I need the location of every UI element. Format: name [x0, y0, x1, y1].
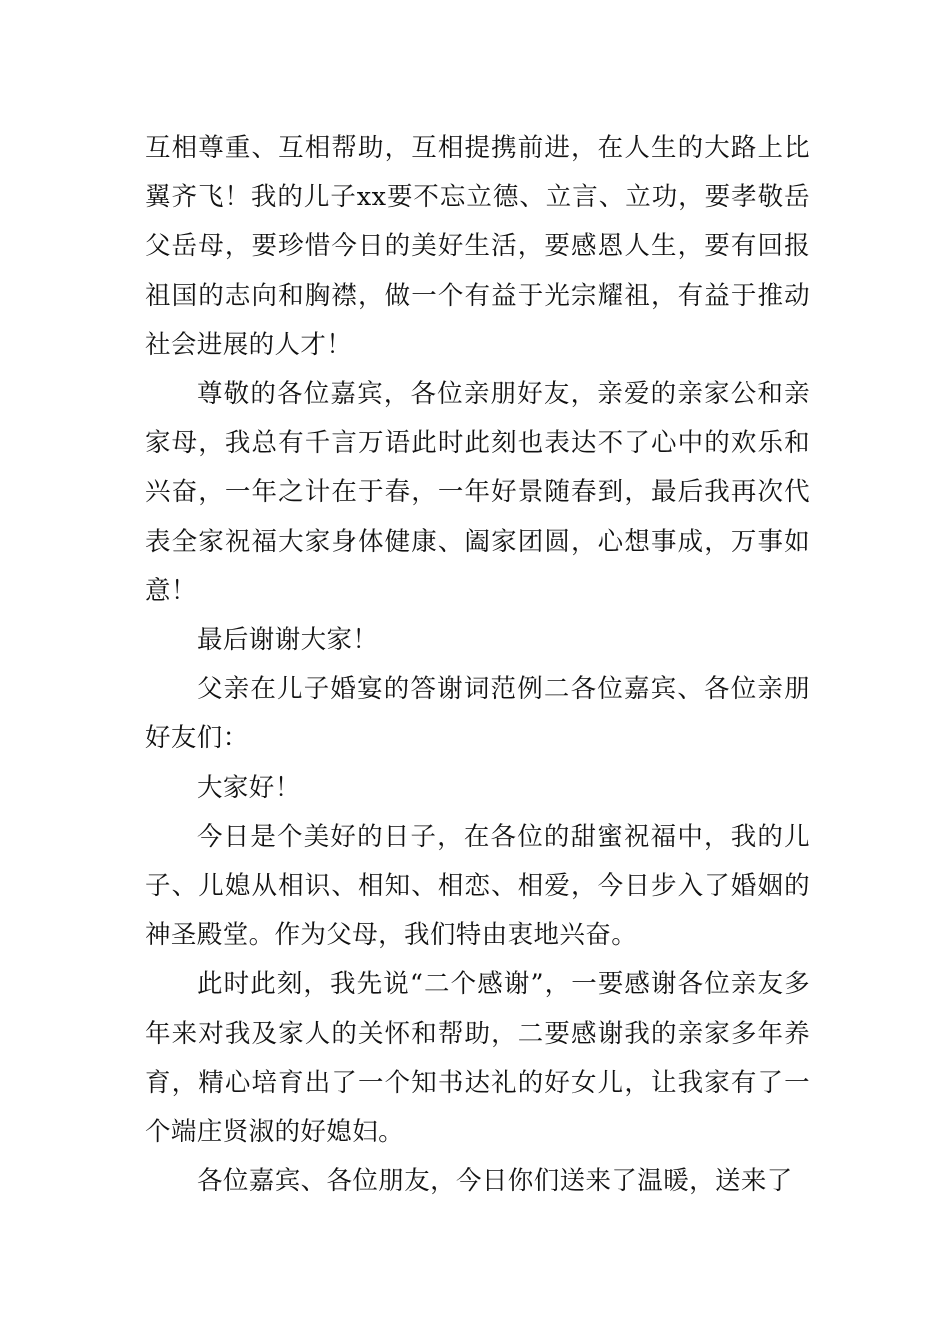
paragraph: 尊敬的各位嘉宾，各位亲朋好友，亲爱的亲家公和亲家母，我总有千言万语此时此刻也表达不了心中的欢乐和兴奋，一年之计在于春，一年好景随春到，最后我再次代表全家祝福大家身体健康、阖家团圆，心想事成，万事如意！: [145, 379, 810, 606]
paragraph: 今日是个美好的日子，在各位的甜蜜祝福中，我的儿子、儿媳从相识、相知、相恋、相爱，今日步入了婚姻的神圣殿堂。作为父母，我们特由衷地兴奋。: [145, 821, 810, 951]
paragraph: 父亲在儿子婚宴的答谢词范例二各位嘉宾、各位亲朋好友们：: [145, 674, 810, 754]
paragraph: 大家好！: [197, 772, 301, 803]
body-text: [145, 124, 810, 1206]
paragraph: 各位嘉宾、各位朋友，今日你们送来了温暖，送来了: [197, 1166, 793, 1197]
paragraph: 互相尊重、互相帮助，互相提携前进，在人生的大路上比翼齐飞！我的儿子xx要不忘立德、立言、立功，要孝敬岳父岳母，要珍惜今日的美好生活，要感恩人生，要有回报祖国的志向和胸襟，做一个有益于光宗耀祖，有益于推动社会进展的人才！: [145, 133, 810, 360]
paragraph: 此时此刻，我先说“二个感谢”，一要感谢各位亲友多年来对我及家人的关怀和帮助，二要感谢我的亲家多年养育，精心培育出了一个知书达礼的好女儿，让我家有了一个端庄贤淑的好媳妇。: [145, 969, 810, 1148]
paragraph: 最后谢谢大家！: [197, 625, 379, 656]
